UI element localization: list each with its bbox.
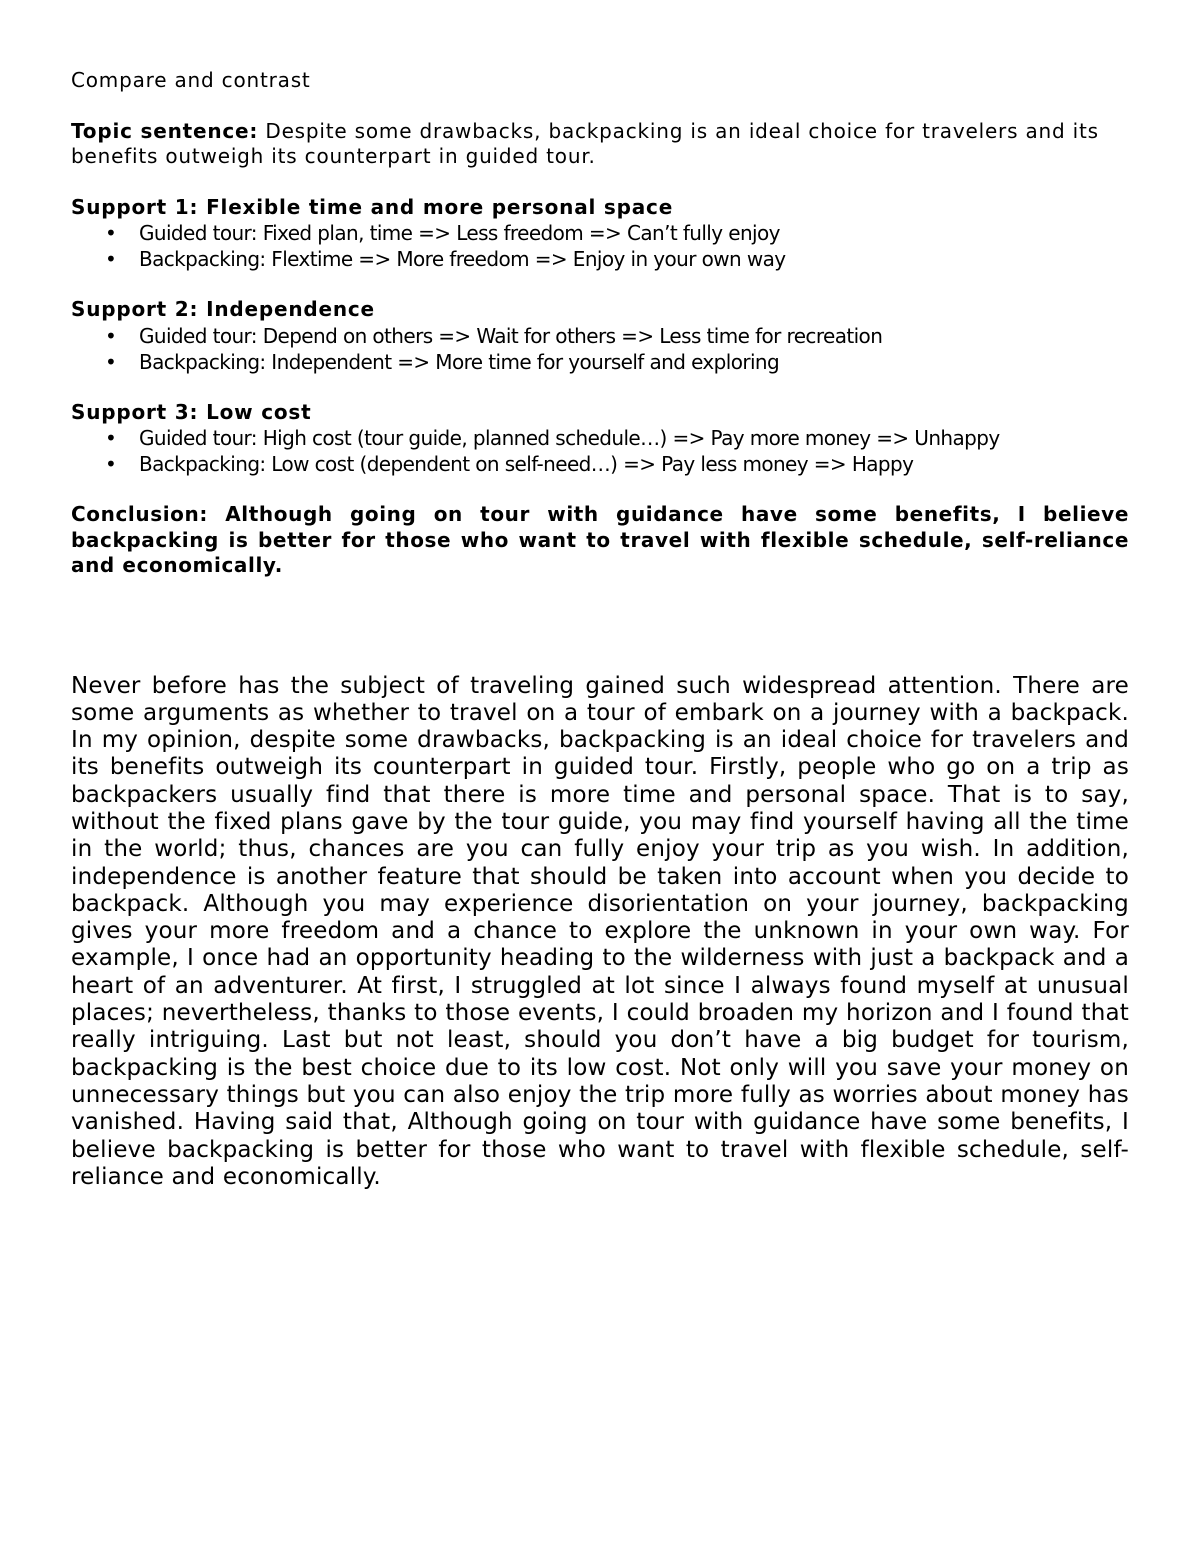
support-3-title: Support 3: Low cost (71, 399, 312, 424)
support-2-points (71, 323, 1129, 375)
point-text: Backpacking: Independent => More time for yourself and exploring (139, 349, 780, 374)
bullet-icon: • (105, 426, 117, 450)
topic-label: Topic sentence: (71, 118, 259, 143)
support-1-title: Support 1: Flexible time and more personal space (71, 194, 674, 219)
list-item (71, 246, 1129, 272)
bullet-icon: • (105, 452, 117, 476)
support-1-points (71, 220, 1129, 272)
essay-outline (71, 68, 1129, 579)
point-text: Backpacking: Flextime => More freedom => Enjoy in your own way (139, 247, 786, 271)
point-text: Guided tour: High cost (tour guide, planned schedule…) => Pay more money => Unhappy (139, 426, 1000, 450)
topic-sentence (71, 119, 1129, 170)
conclusion-label: Conclusion: (71, 502, 208, 526)
bullet-icon: • (105, 349, 117, 374)
essay-body: Never before has the subject of traveling gained such widespread attention. There are some arguments as whether to travel on a tour of embark on a journey with a backpack. In my opinion, despite some drawbacks, backpacking is an ideal choice for travelers and its benefits outweigh its counterpart in guided tour. Firstly, people who go on a trip as backpackers usually find that there is more time and personal space. That is to say, without the fixed plans gave by the tour guide, you may find yourself having all the time in the world; thus, chances are you can fully enjoy your trip as you wish. In addition, independence is another feature that should be taken into account when you decide to backpack. Although you may experience disorientation on your journey, backpacking gives your more freedom and a chance to explore the unknown in your own way. For example, I once had an opportunity heading to the wilderness with just a backpack and a heart of an adventurer. At first, I struggled at lot since I always found myself at unusual places; nevertheless, thanks to those events, I could broaden my horizon and I found that really intriguing. Last but not least, should you don’t have a big budget for tourism, backpacking is the best choice due to its low cost. Not only will you save your money on unnecessary things but you can also enjoy the trip more fully as worries about money has vanished. Having said that, Although going on tour with guidance have some benefits, I believe backpacking is better for those who want to travel with flexible schedule, self-reliance and economically. (71, 672, 1129, 1190)
support-2-title: Support 2: Independence (71, 297, 375, 321)
list-item (71, 220, 1129, 246)
document-heading: Compare and contrast (71, 68, 311, 92)
list-item (71, 349, 1129, 375)
topic-text: Despite some drawbacks, backpacking is an ideal choice for travelers and its benefits outweigh its counterpart in guided tour. (71, 118, 1099, 168)
list-item (71, 323, 1129, 349)
bullet-icon: • (105, 323, 117, 348)
document-page (71, 68, 1129, 1214)
point-text: Backpacking: Low cost (dependent on self-need…) => Pay less money => Happy (139, 452, 914, 476)
list-item (71, 451, 1129, 477)
conclusion-text: Although going on tour with guidance have some benefits, I believe backpacking is better for those who want to travel with flexible schedule, self-reliance and economically. (71, 502, 1129, 577)
list-item (71, 425, 1129, 451)
point-text: Guided tour: Depend on others => Wait for others => Less time for recreation (139, 323, 883, 348)
point-text: Guided tour: Fixed plan, time => Less freedom => Can’t fully enjoy (139, 221, 780, 245)
conclusion (71, 502, 1129, 579)
bullet-icon: • (105, 247, 117, 271)
bullet-icon: • (105, 221, 117, 245)
support-3-points (71, 425, 1129, 477)
